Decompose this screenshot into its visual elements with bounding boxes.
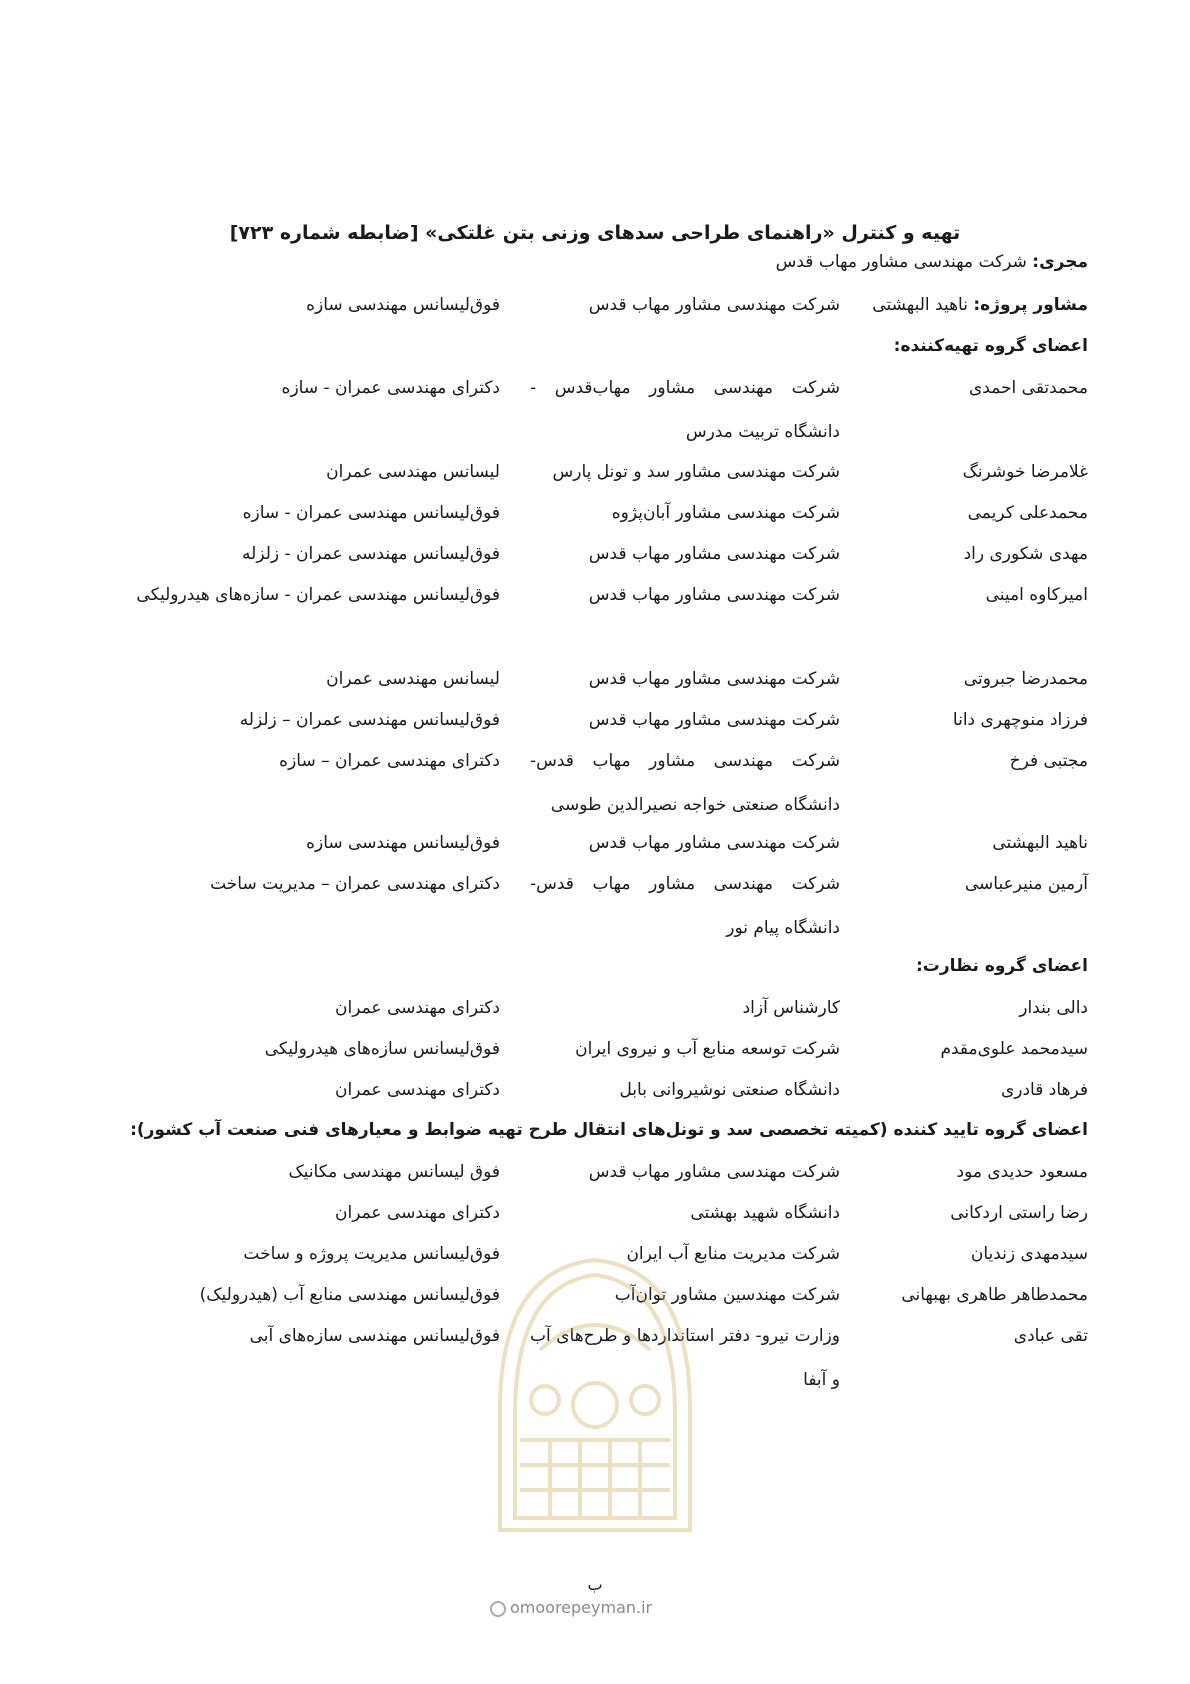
member-name: مجتبی فرخ: [1009, 751, 1088, 771]
member-name: سیدمهدی زندیان: [970, 1244, 1088, 1264]
member-degree: فوق لیسانس مهندسی مکانیک: [288, 1162, 500, 1182]
member-name: آرمین منیرعباسی: [964, 874, 1088, 894]
member-row: [0, 986, 1190, 1030]
member-org: شرکت مهندسی مشاور مهاب‌قدس - دانشگاه تربیت مدرس: [530, 378, 840, 442]
advisor-name-cell: [872, 286, 1088, 324]
member-name: محمدتقی احمدی: [968, 378, 1088, 398]
advisor-label: مشاور پروژه:: [973, 295, 1088, 315]
member-org: شرکت مهندسی مشاور مهاب قدس- دانشگاه پیام نور: [530, 874, 840, 938]
approval-group-heading: اعضای گروه تایید کننده (کمیته تخصصی سد و تونل‌های انتقال طرح تهیه ضوابط و معیارهای فنی صنعت آب کشور):: [130, 1120, 1088, 1140]
member-row: [0, 862, 1190, 950]
executor-label: مجری:: [1032, 252, 1088, 272]
member-org: شرکت مهندسی مشاور مهاب قدس: [588, 710, 840, 730]
executor-line: [776, 252, 1088, 272]
member-row: [0, 698, 1190, 742]
advisor-row: [0, 286, 1190, 330]
member-degree: دکترای مهندسی عمران – مدیریت ساخت: [210, 874, 500, 894]
member-name: مسعود حدیدی مود: [956, 1162, 1088, 1182]
member-name: غلامرضا خوشرنگ: [962, 462, 1088, 482]
member-degree: دکترای مهندسی عمران – سازه: [279, 751, 500, 771]
member-name: ناهید البهشتی: [992, 833, 1088, 853]
member-degree: فوق‌لیسانس مدیریت پروژه و ساخت: [243, 1244, 500, 1264]
member-org: شرکت مهندسی مشاور آبان‌پژوه: [611, 503, 840, 523]
member-org: دانشگاه شهید بهشتی: [690, 1203, 840, 1223]
member-org: شرکت مهندسی مشاور مهاب قدس: [588, 833, 840, 853]
member-row: [0, 821, 1190, 865]
footer-watermark: [490, 1598, 710, 1617]
member-degree: فوق‌لیسانس مهندسی عمران - سازه‌های هیدرولیکی: [136, 585, 500, 605]
member-name: رضا راستی اردکانی: [950, 1203, 1088, 1223]
member-row: [0, 1027, 1190, 1071]
member-row: [0, 657, 1190, 701]
member-org: شرکت توسعه منابع آب و نیروی ایران: [575, 1039, 840, 1059]
advisor-org: شرکت مهندسی مشاور مهاب قدس: [588, 295, 840, 315]
member-name: تقی عبادی: [1013, 1326, 1088, 1346]
member-degree: فوق‌لیسانس مهندسی عمران – زلزله: [239, 710, 500, 730]
member-degree: دکترای مهندسی عمران: [335, 1080, 500, 1100]
member-org: کارشناس آزاد: [742, 998, 840, 1018]
member-name: فرهاد قادری: [1000, 1080, 1088, 1100]
member-org: شرکت مهندسی مشاور مهاب قدس- دانشگاه صنعتی خواجه نصیرالدین طوسی: [530, 751, 840, 815]
member-row: [0, 491, 1190, 535]
member-name: محمدرضا جبروتی: [963, 669, 1088, 689]
member-org: شرکت مهندسی مشاور سد و تونل پارس: [552, 462, 840, 482]
member-degree: فوق‌لیسانس مهندسی سازه: [306, 833, 500, 853]
member-org: شرکت مهندسی مشاور مهاب قدس: [588, 544, 840, 564]
member-name: فرزاد منوچهری دانا: [952, 710, 1088, 730]
member-row: [0, 366, 1190, 454]
member-degree: لیسانس مهندسی عمران: [326, 462, 500, 482]
member-org: وزارت نیرو- دفتر استانداردها و طرح‌های آب و آبفا: [530, 1326, 840, 1390]
document-title: تهیه و کنترل «راهنمای طراحی سدهای وزنی بتن غلتکی» [ضابطه شماره ۷۲۳]: [229, 222, 961, 244]
member-org: شرکت مهندسین مشاور توان‌آب: [614, 1285, 840, 1305]
watermark-seal-icon: [480, 1240, 710, 1560]
member-degree: فوق‌لیسانس مهندسی منابع آب (هیدرولیک): [199, 1285, 500, 1305]
member-degree: فوق‌لیسانس مهندسی عمران - سازه: [242, 503, 500, 523]
member-degree: دکترای مهندسی عمران: [335, 1203, 500, 1223]
member-name: امیرکاوه امینی: [985, 585, 1088, 605]
member-degree: فوق‌لیسانس مهندسی عمران - زلزله: [242, 544, 500, 564]
member-row: [0, 1150, 1190, 1194]
member-degree: دکترای مهندسی عمران: [335, 998, 500, 1018]
member-org: شرکت مهندسی مشاور مهاب قدس: [588, 585, 840, 605]
member-row: [0, 532, 1190, 576]
member-degree: فوق‌لیسانس مهندسی سازه‌های آبی: [249, 1326, 500, 1346]
member-degree: فوق‌لیسانس سازه‌های هیدرولیکی: [264, 1039, 500, 1059]
member-row: [0, 450, 1190, 494]
member-row: [0, 739, 1190, 827]
member-name: مهدی شکوری راد: [963, 544, 1088, 564]
member-name: دالی بندار: [1019, 998, 1088, 1018]
member-org: شرکت مهندسی مشاور مهاب قدس: [588, 669, 840, 689]
member-degree: دکترای مهندسی عمران - سازه: [281, 378, 500, 398]
member-name: سیدمحمد علوی‌مقدم: [940, 1039, 1088, 1059]
at-icon: [490, 1601, 506, 1617]
prep-group-heading: اعضای گروه تهیه‌کننده:: [893, 336, 1088, 356]
member-org: شرکت مدیریت منابع آب ایران: [626, 1244, 840, 1264]
member-row: [0, 573, 1190, 661]
member-name: محمدعلی کریمی: [967, 503, 1088, 523]
member-org: دانشگاه صنعتی نوشیروانی بابل: [619, 1080, 840, 1100]
advisor-degree: فوق‌لیسانس مهندسی سازه: [306, 295, 500, 315]
executor-value: شرکت مهندسی مشاور مهاب قدس: [775, 252, 1027, 272]
member-name: محمدطاهر طاهری بهبهانی: [901, 1285, 1088, 1305]
member-row: [0, 1068, 1190, 1112]
page-number: ب: [587, 1575, 603, 1594]
member-degree: لیسانس مهندسی عمران: [326, 669, 500, 689]
member-row: [0, 1191, 1190, 1235]
member-org: شرکت مهندسی مشاور مهاب قدس: [588, 1162, 840, 1182]
footer-text: omoorepeyman.ir: [510, 1598, 653, 1617]
advisor-name: ناهید البهشتی: [872, 295, 968, 315]
supervision-group-heading: اعضای گروه نظارت:: [915, 956, 1088, 976]
